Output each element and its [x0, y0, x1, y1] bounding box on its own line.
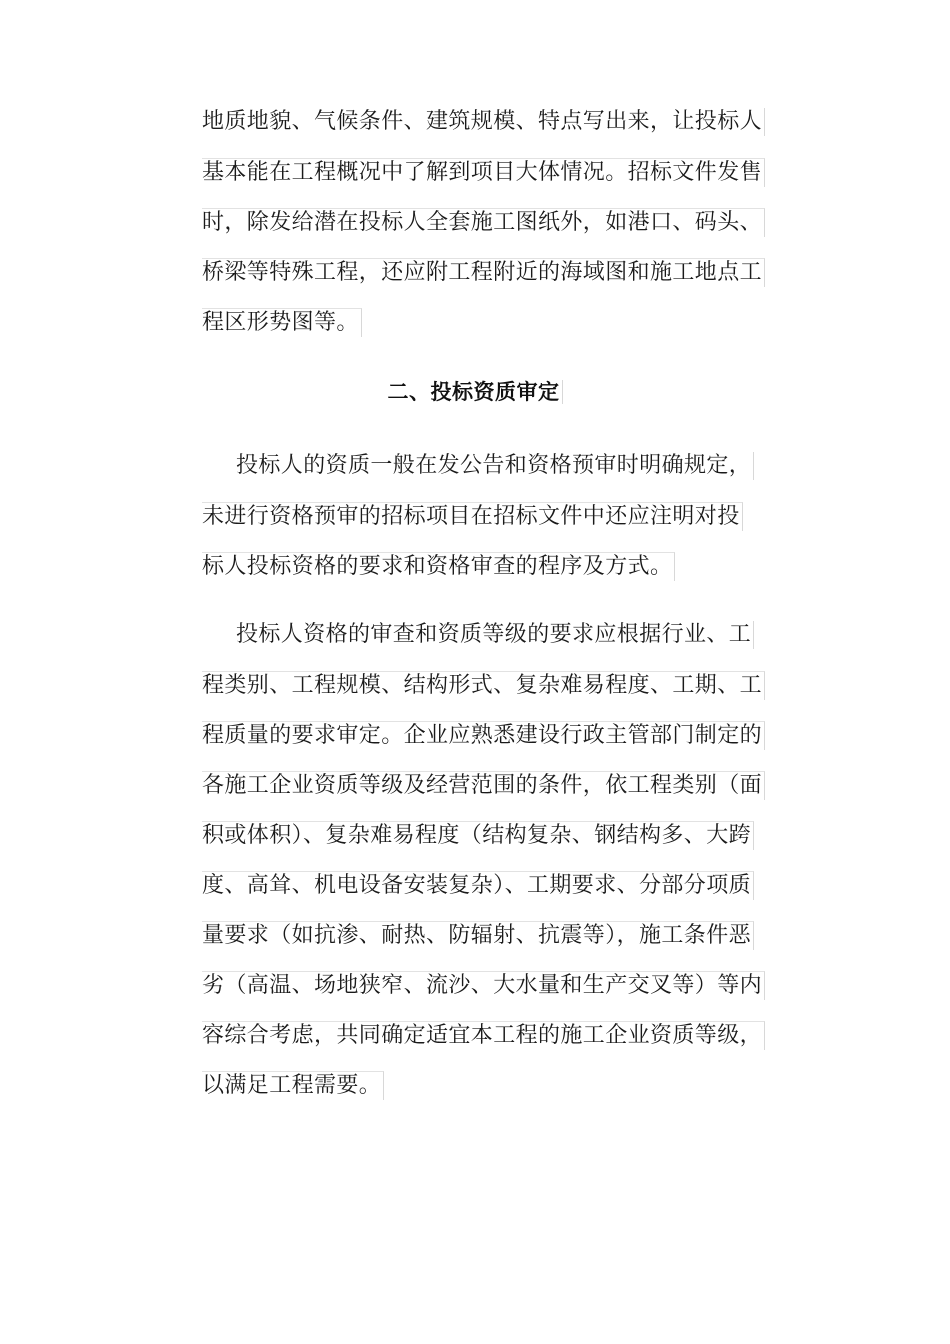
- text-line: 时，除发给潜在投标人全套施工图纸外，如港口、码头、: [202, 197, 762, 247]
- text-line: 程质量的要求审定。企业应熟悉建设行政主管部门制定的: [202, 710, 762, 760]
- paragraph-project-overview: [202, 97, 762, 347]
- text-line: 容综合考虑，共同确定适宜本工程的施工企业资质等级，: [202, 1010, 762, 1060]
- text-line: 量要求（如抗渗、耐热、防辐射、抗震等），施工条件恶: [202, 910, 762, 960]
- text-line: 以满足工程需要。: [202, 1060, 762, 1110]
- text-line: 基本能在工程概况中了解到项目大体情况。招标文件发售: [202, 147, 762, 197]
- section-heading: 二、投标资质审定: [0, 372, 950, 412]
- text-line: 积或体积）、复杂难易程度（结构复杂、钢结构多、大跨: [202, 810, 762, 860]
- text-line: 程区形势图等。: [202, 297, 762, 347]
- text-line: 劣（高温、场地狭窄、流沙、大水量和生产交叉等）等内: [202, 960, 762, 1010]
- paragraph-qualification-rules: [202, 441, 762, 591]
- text-line: 投标人资格的审查和资质等级的要求应根据行业、工: [202, 610, 762, 660]
- text-line: 程类别、工程规模、结构形式、复杂难易程度、工期、工: [202, 660, 762, 710]
- text-line: 未进行资格预审的招标项目在招标文件中还应注明对投: [202, 491, 762, 541]
- text-line: 地质地貌、气候条件、建筑规模、特点写出来，让投标人: [202, 97, 762, 147]
- text-line: 各施工企业资质等级及经营范围的条件，依工程类别（面: [202, 760, 762, 810]
- text-line: 标人投标资格的要求和资格审查的程序及方式。: [202, 541, 762, 591]
- paragraph-qualification-review: [202, 610, 762, 1110]
- text-line: 桥梁等特殊工程，还应附工程附近的海域图和施工地点工: [202, 247, 762, 297]
- text-line: 投标人的资质一般在发公告和资格预审时明确规定，: [202, 441, 762, 491]
- text-line: 度、高耸、机电设备安装复杂）、工期要求、分部分项质: [202, 860, 762, 910]
